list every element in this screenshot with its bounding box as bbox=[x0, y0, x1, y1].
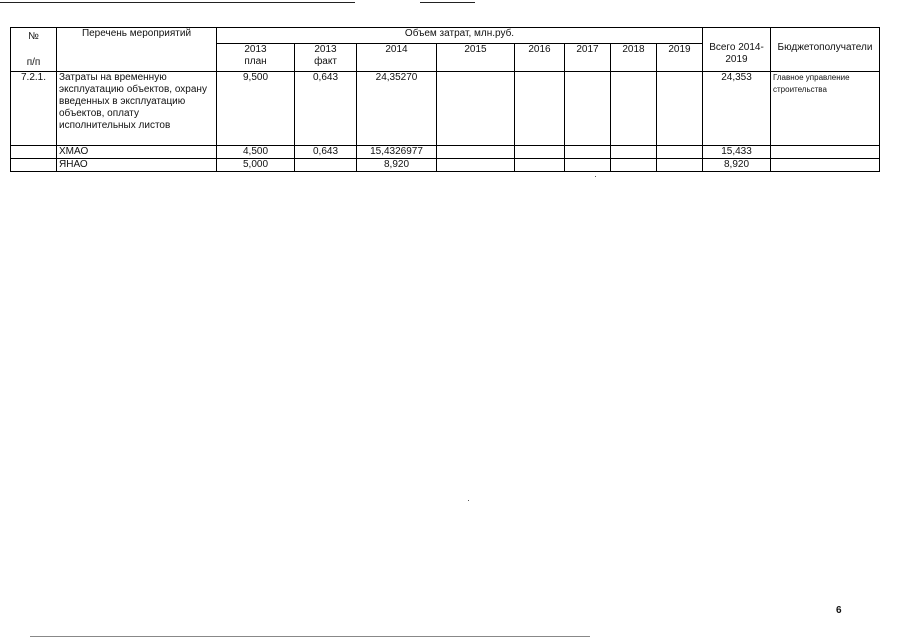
sub-fact-2013 bbox=[295, 159, 357, 172]
header-year-2014: 2014 bbox=[357, 44, 437, 72]
item-activity: Затраты на временную эксплуатацию объектов, охрану введенных в эксплуатацию объектов, оплату исполнительных листов bbox=[57, 72, 217, 146]
scan-artifact-line bbox=[420, 2, 475, 3]
sub-2014: 15,4326977 bbox=[357, 146, 437, 159]
header-2013-fact-label: факт bbox=[314, 56, 337, 67]
sub-label: ЯНАО bbox=[57, 159, 217, 172]
header-activities: Перечень мероприятий bbox=[57, 28, 217, 72]
scan-artifact-line bbox=[0, 2, 355, 3]
sub-2015 bbox=[437, 146, 515, 159]
header-2013-plan-year: 2013 bbox=[244, 44, 267, 55]
sub-total: 15,433 bbox=[703, 146, 771, 159]
item-2015 bbox=[437, 72, 515, 146]
header-year-2015: 2015 bbox=[437, 44, 515, 72]
header-number-line2: п/п bbox=[26, 57, 41, 68]
scan-artifact-line bbox=[30, 636, 590, 637]
item-2019 bbox=[657, 72, 703, 146]
header-year-2016: 2016 bbox=[515, 44, 565, 72]
header-year-2019: 2019 bbox=[657, 44, 703, 72]
item-2014: 24,35270 bbox=[357, 72, 437, 146]
sub-recipient bbox=[771, 146, 880, 159]
sub-plan-2013: 4,500 bbox=[217, 146, 295, 159]
sub-2017 bbox=[565, 146, 611, 159]
header-2013-plan-label: план bbox=[244, 56, 267, 67]
sub-number bbox=[11, 159, 57, 172]
item-number: 7.2.1. bbox=[11, 72, 57, 146]
header-year-2018: 2018 bbox=[611, 44, 657, 72]
header-2013-fact bbox=[295, 44, 357, 72]
item-total: 24,353 bbox=[703, 72, 771, 146]
sub-fact-2013: 0,643 bbox=[295, 146, 357, 159]
sub-2019 bbox=[657, 146, 703, 159]
sub-2017 bbox=[565, 159, 611, 172]
header-number bbox=[11, 28, 57, 72]
page-number: 6 bbox=[836, 605, 842, 616]
header-total: Всего 2014-2019 bbox=[703, 28, 771, 72]
sub-2016 bbox=[515, 146, 565, 159]
scan-artifact-speck bbox=[468, 500, 469, 501]
sub-2018 bbox=[611, 146, 657, 159]
header-2013-plan bbox=[217, 44, 295, 72]
table-row-sub bbox=[11, 146, 880, 159]
sub-total: 8,920 bbox=[703, 159, 771, 172]
sub-2018 bbox=[611, 159, 657, 172]
item-2017 bbox=[565, 72, 611, 146]
header-number-line1: № bbox=[28, 31, 39, 42]
item-2018 bbox=[611, 72, 657, 146]
table-row-sub bbox=[11, 159, 880, 172]
item-fact-2013: 0,643 bbox=[295, 72, 357, 146]
sub-plan-2013: 5,000 bbox=[217, 159, 295, 172]
item-2016 bbox=[515, 72, 565, 146]
header-recipients: Бюджетополучатели bbox=[771, 28, 880, 72]
sub-2016 bbox=[515, 159, 565, 172]
scan-artifact-speck bbox=[595, 176, 596, 177]
sub-label: ХМАО bbox=[57, 146, 217, 159]
header-2013-fact-year: 2013 bbox=[314, 44, 337, 55]
header-year-2017: 2017 bbox=[565, 44, 611, 72]
budget-table bbox=[10, 27, 880, 172]
table-row-item bbox=[11, 72, 880, 146]
sub-2015 bbox=[437, 159, 515, 172]
sub-number bbox=[11, 146, 57, 159]
header-costs-group: Объем затрат, млн.руб. bbox=[217, 28, 703, 44]
item-recipient: Главное управление строительства bbox=[771, 72, 880, 146]
sub-2014: 8,920 bbox=[357, 159, 437, 172]
item-plan-2013: 9,500 bbox=[217, 72, 295, 146]
sub-2019 bbox=[657, 159, 703, 172]
sub-recipient bbox=[771, 159, 880, 172]
